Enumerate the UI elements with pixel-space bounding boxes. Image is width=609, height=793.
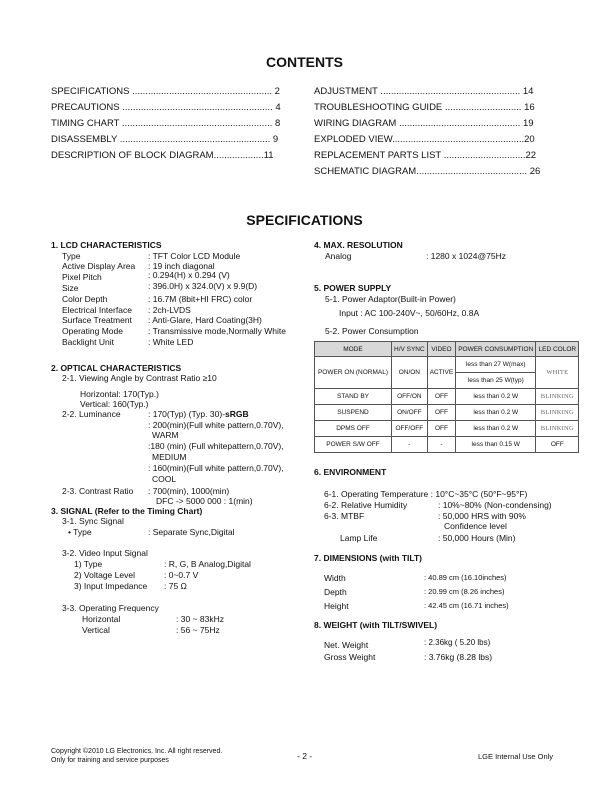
lcd-color-val: : 16.7M (8bit+HI FRC) color bbox=[148, 294, 253, 304]
toc-item[interactable]: ADJUSTMENT ..................................................... 14 bbox=[314, 86, 534, 97]
lcd-type-key: Type bbox=[62, 251, 81, 261]
table-row bbox=[315, 405, 579, 421]
lcd-size-key: Size bbox=[62, 283, 79, 293]
cell-sync: OFF/OFF bbox=[392, 421, 428, 437]
env-humidity-key: 6-2. Relative Humidity bbox=[324, 500, 408, 510]
power-input: Input : AC 100-240V~, 50/60Hz, 0.8A bbox=[339, 308, 480, 318]
contrast-val: : 700(min), 1000(min) bbox=[148, 486, 230, 496]
table-row bbox=[315, 437, 579, 453]
toc-item[interactable]: SCHEMATIC DIAGRAM.......................................... 26 bbox=[314, 166, 541, 177]
power-adaptor: 5-1. Power Adaptor(Built-in Power) bbox=[325, 294, 456, 304]
col-led: LED COLOR bbox=[536, 342, 579, 357]
env-mtbf-val2: Confidence level bbox=[444, 521, 507, 531]
cell-led: BLINKING bbox=[536, 421, 579, 437]
dim-width-val: : 40.89 cm (16.10inches) bbox=[424, 573, 507, 582]
lum-typ-text: : 170(Typ) (Typ. 30)- bbox=[148, 409, 225, 419]
environment-heading: 6. ENVIRONMENT bbox=[314, 467, 387, 477]
cell-pc: less than 25 W(typ) bbox=[456, 373, 536, 389]
lcd-pitch-key: Pixel Pitch bbox=[62, 272, 102, 282]
footer-copyright: Copyright ©2010 LG Electronics. Inc. All right reserved. bbox=[51, 748, 223, 755]
video-label: 3-2. Video Input Signal bbox=[62, 548, 148, 558]
toc-item[interactable]: DESCRIPTION OF BLOCK DIAGRAM...................11 bbox=[51, 150, 274, 161]
lcd-iface-val: : 2ch-LVDS bbox=[148, 305, 191, 315]
cell-pc: less than 27 W(max) bbox=[456, 357, 536, 373]
lum-medium-label: MEDIUM bbox=[152, 452, 187, 462]
footer-page-number: - 2 - bbox=[297, 751, 313, 761]
contents-left-list bbox=[51, 86, 291, 166]
cell-video: OFF bbox=[427, 405, 455, 421]
lum-srgb: sRGB bbox=[225, 409, 249, 419]
freq-v-val: : 56 ~ 75Hz bbox=[176, 625, 220, 635]
dimensions-heading: 7. DIMENSIONS (with TILT) bbox=[314, 553, 422, 563]
freq-h-key: Horizontal bbox=[82, 614, 121, 624]
lcd-iface-key: Electrical Interface bbox=[62, 305, 132, 315]
toc-item[interactable]: EXPLODED VIEW..................................................20 bbox=[314, 134, 535, 145]
env-temp: 6-1. Operating Temperature : 10°C~35°C (50°F~95°F) bbox=[324, 489, 528, 499]
cell-video: - bbox=[427, 437, 455, 453]
lum-typ bbox=[148, 409, 249, 419]
toc-item[interactable]: WIRING DIAGRAM .............................................. 19 bbox=[314, 118, 534, 129]
power-consumption-label: 5-2. Power Consumption bbox=[325, 326, 419, 336]
cell-pc: less than 0.15 W bbox=[456, 437, 536, 453]
contents-title: CONTENTS bbox=[266, 54, 343, 70]
cell-mode: SUSPEND bbox=[315, 405, 392, 421]
col-video: VIDEO bbox=[427, 342, 455, 357]
cell-sync: - bbox=[392, 437, 428, 453]
lcd-mode-val: : Transmissive mode,Normally White bbox=[148, 326, 286, 336]
dim-width-key: Width bbox=[324, 573, 346, 583]
lcd-surface-val: : Anti-Glare, Hard Coating(3H) bbox=[148, 315, 262, 325]
toc-item[interactable]: SPECIFICATIONS ..................................................... 2 bbox=[51, 86, 280, 97]
table-row bbox=[315, 421, 579, 437]
lcd-pitch-val: : 0.294(H) x 0.294 (V) bbox=[148, 270, 230, 280]
cell-pc: less than 0.2 W bbox=[456, 405, 536, 421]
sync-type-key: • Type bbox=[68, 527, 92, 537]
view-angle: 2-1. Viewing Angle by Contrast Ratio ≥10 bbox=[62, 373, 217, 383]
toc-item[interactable]: TIMING CHART ......................................................... 8 bbox=[51, 118, 281, 129]
cell-sync: OFF/ON bbox=[392, 389, 428, 405]
video-voltage-val: : 0~0.7 V bbox=[164, 570, 199, 580]
toc-item[interactable]: TROUBLESHOOTING GUIDE ............................. 16 bbox=[314, 102, 535, 113]
env-mtbf-key: 6-3. MTBF bbox=[324, 511, 365, 521]
cell-pc: less than 0.2 W bbox=[456, 421, 536, 437]
col-power: POWER CONSUMPTION bbox=[456, 342, 536, 357]
dim-depth-val: : 20.99 cm (8.26 inches) bbox=[424, 587, 505, 596]
lcd-mode-key: Operating Mode bbox=[62, 326, 123, 336]
env-lamp-val: : 50,000 Hours (Min) bbox=[438, 533, 516, 543]
lum-warm: : 200(min)(Full white pattern,0.70V), bbox=[148, 420, 284, 430]
table-row bbox=[315, 389, 579, 405]
lcd-color-key: Color Depth bbox=[62, 294, 108, 304]
video-impedance-val: : 75 Ω bbox=[164, 581, 187, 591]
luminance-label: 2-2. Luminance bbox=[62, 409, 121, 419]
freq-v-key: Vertical bbox=[82, 625, 110, 635]
cell-led: BLINKING bbox=[536, 405, 579, 421]
cell-pc: less than 0.2 W bbox=[456, 389, 536, 405]
lcd-area-key: Active Display Area bbox=[62, 261, 136, 271]
cell-led: WHITE bbox=[536, 357, 579, 389]
lcd-size-val: : 396.0H) x 324.0(V) x 9.9(D) bbox=[148, 281, 258, 291]
table-row bbox=[315, 357, 579, 373]
view-horizontal: Horizontal: 170(Typ.) bbox=[80, 389, 159, 399]
dim-depth-key: Depth bbox=[324, 587, 347, 597]
col-mode: MODE bbox=[315, 342, 392, 357]
cell-video: OFF bbox=[427, 421, 455, 437]
lcd-type-val: : TFT Color LCD Module bbox=[148, 251, 241, 261]
resolution-val: : 1280 x 1024@75Hz bbox=[426, 251, 506, 261]
lum-cool: : 160(min)(Full white pattern,0.70V), bbox=[148, 463, 284, 473]
dim-height-val: : 42.45 cm (16.71 inches) bbox=[424, 601, 509, 610]
weight-net-key: Net. Weight bbox=[324, 640, 369, 650]
dim-height-key: Height bbox=[324, 601, 349, 611]
toc-item[interactable]: PRECAUTIONS ......................................................... 4 bbox=[51, 102, 281, 113]
cell-mode: POWER ON (NORMAL) bbox=[315, 357, 392, 389]
cell-video: OFF bbox=[427, 389, 455, 405]
lcd-surface-key: Surface Treatment bbox=[62, 315, 132, 325]
lum-cool-label: COOL bbox=[152, 474, 177, 484]
video-type-val: : R, G, B Analog,Digital bbox=[164, 559, 251, 569]
freq-label: 3-3. Operating Frequency bbox=[62, 603, 159, 613]
contents-right-list bbox=[314, 86, 559, 182]
lcd-backlight-key: Backlight Unit bbox=[62, 337, 114, 347]
weight-gross-val: : 3.76kg (8.28 lbs) bbox=[424, 652, 493, 662]
view-vertical: Vertical: 160(Typ.) bbox=[80, 399, 149, 409]
cell-mode: STAND BY bbox=[315, 389, 392, 405]
cell-led: OFF bbox=[536, 437, 579, 453]
video-voltage-key: 2) Voltage Level bbox=[74, 570, 135, 580]
video-type-key: 1) Type bbox=[74, 559, 103, 569]
cell-video: ACTIVE bbox=[427, 357, 455, 389]
lum-warm-label: WARM bbox=[152, 430, 179, 440]
lcd-backlight-val: : White LED bbox=[148, 337, 194, 347]
contrast-label: 2-3. Contrast Ratio bbox=[62, 486, 134, 496]
weight-net-val: : 2.36kg ( 5.20 lbs) bbox=[424, 638, 491, 647]
cell-led: BLINKING bbox=[536, 389, 579, 405]
footer-training: Only for training and service purposes bbox=[51, 757, 169, 764]
freq-h-val: : 30 ~ 83kHz bbox=[176, 614, 224, 624]
lcd-area-val: : 19 inch diagonal bbox=[148, 261, 215, 271]
footer-internal: LGE Internal Use Only bbox=[478, 752, 554, 761]
power-heading: 5. POWER SUPPLY bbox=[314, 283, 392, 293]
col-hv-sync: H/V SYNC bbox=[392, 342, 428, 357]
env-mtbf-val: : 50,000 HRS with 90% bbox=[438, 511, 526, 521]
lum-medium: :180 (min) (Full whitepattern,0.70V), bbox=[148, 441, 284, 451]
env-humidity-val: : 10%~80% (Non-condensing) bbox=[438, 500, 552, 510]
specifications-title: SPECIFICATIONS bbox=[246, 212, 363, 228]
lcd-heading: 1. LCD CHARACTERISTICS bbox=[51, 240, 162, 250]
video-impedance-key: 3) Input Impedance bbox=[74, 581, 148, 591]
optical-heading: 2. OPTICAL CHARACTERISTICS bbox=[51, 363, 182, 373]
cell-sync: ON/ON bbox=[392, 357, 428, 389]
weight-gross-key: Gross Weight bbox=[324, 652, 376, 662]
env-lamp-key: Lamp Life bbox=[340, 533, 378, 543]
sync-label: 3-1. Sync Signal bbox=[62, 516, 124, 526]
cell-mode: POWER S/W OFF bbox=[315, 437, 392, 453]
power-consumption-table bbox=[314, 341, 579, 453]
resolution-key: Analog bbox=[325, 251, 352, 261]
sync-type-val: : Separate Sync,Digital bbox=[148, 527, 235, 537]
contrast-dfc: DFC -> 5000 000 : 1(min) bbox=[156, 496, 253, 506]
weight-heading: 8. WEIGHT (with TILT/SWIVEL) bbox=[314, 620, 438, 630]
resolution-heading: 4. MAX. RESOLUTION bbox=[314, 240, 403, 250]
signal-heading: 3. SIGNAL (Refer to the Timing Chart) bbox=[51, 506, 203, 516]
cell-mode: DPMS OFF bbox=[315, 421, 392, 437]
toc-item[interactable]: REPLACEMENT PARTS LIST ...............................22 bbox=[314, 150, 537, 161]
toc-item[interactable]: DISASSEMBLY ......................................................... 9 bbox=[51, 134, 279, 145]
cell-sync: ON/OFF bbox=[392, 405, 428, 421]
